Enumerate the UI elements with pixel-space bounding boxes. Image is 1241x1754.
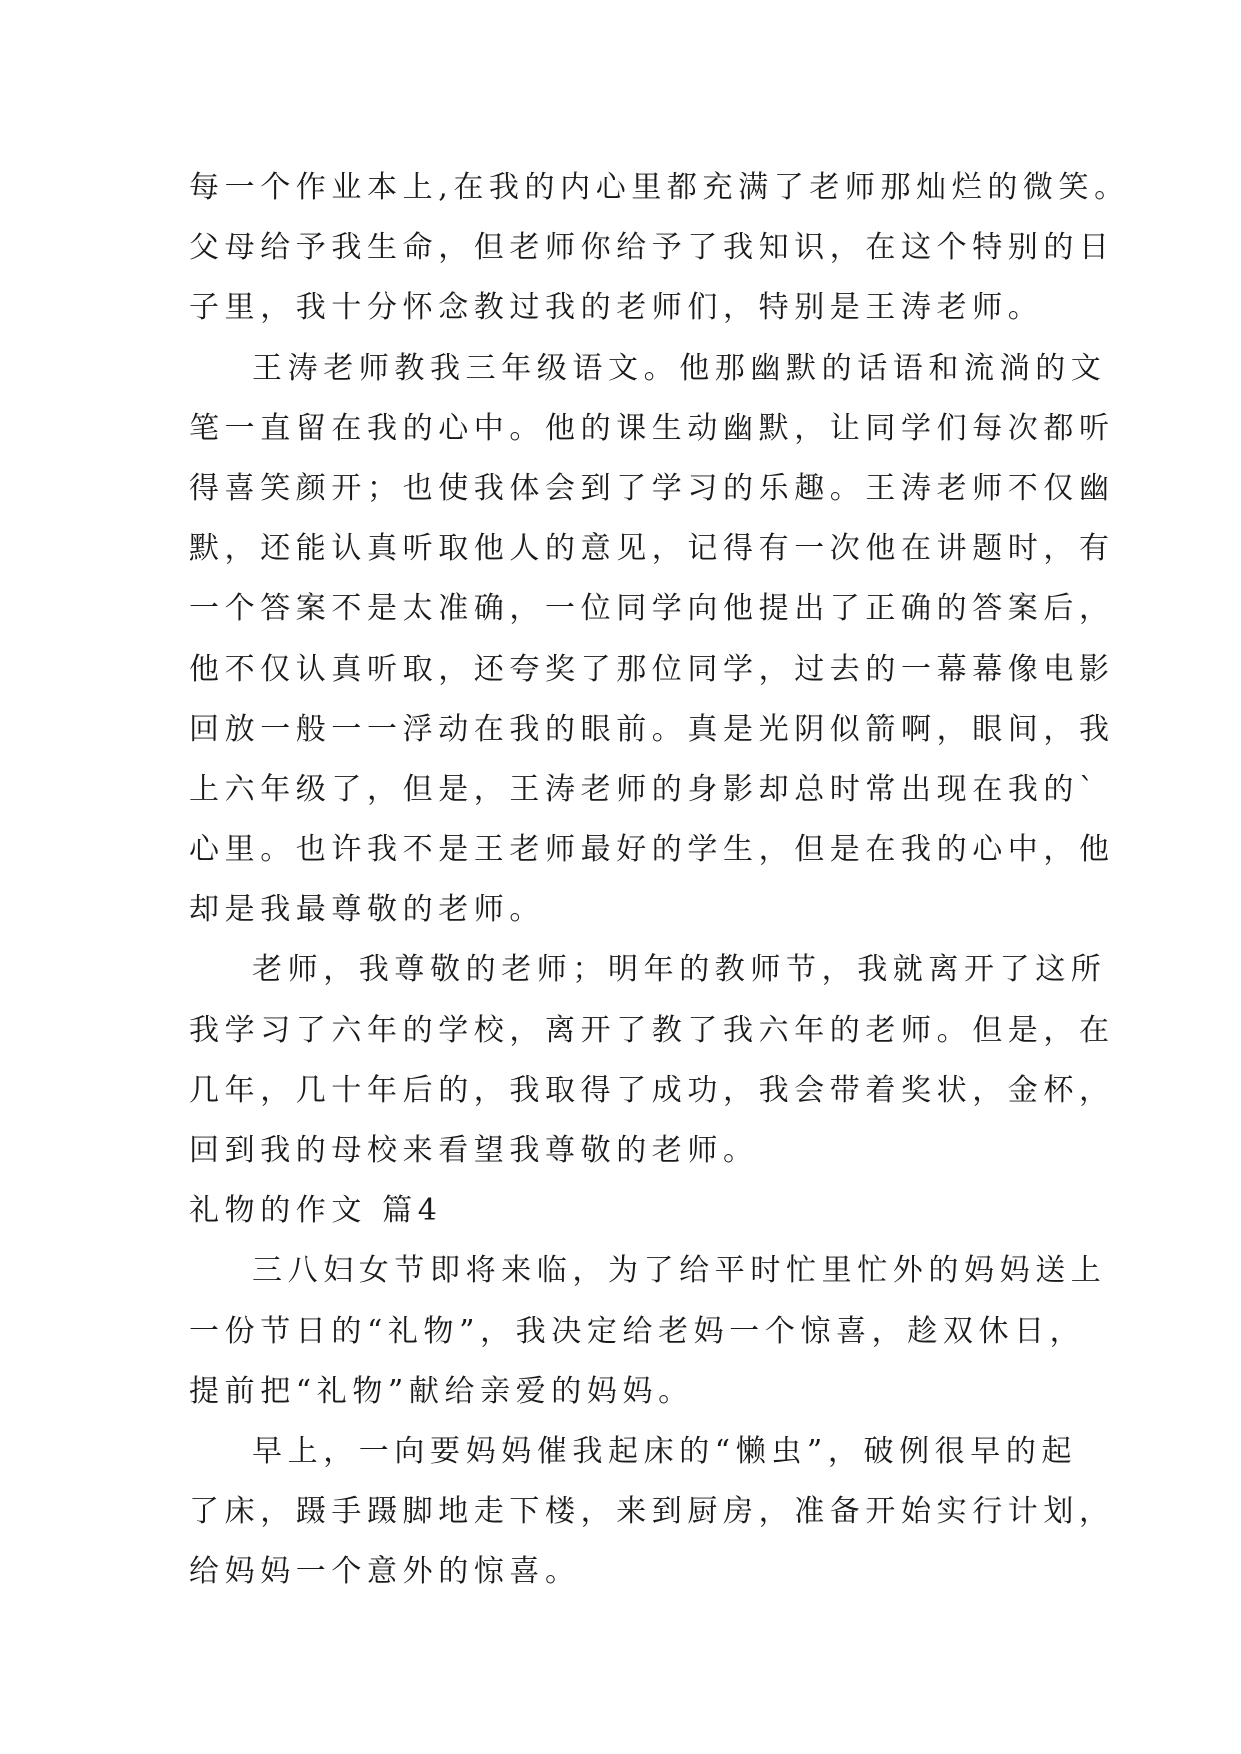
text-line: 上六年级了，但是，王涛老师的身影却总时常出现在我的`	[189, 771, 1100, 807]
document-body	[189, 158, 1130, 1603]
text-line: 王涛老师教我三年级语文。他那幽默的话语和流淌的文	[252, 350, 1107, 386]
text-line: 笔一直留在我的心中。他的课生动幽默，让同学们每次都听	[189, 410, 1115, 446]
text-line: 一个答案不是太准确，一位同学向他提出了正确的答案后，	[189, 591, 1115, 627]
section-heading: 礼物的作文 篇4	[189, 1193, 443, 1229]
text-line: 默，还能认真听取他人的意见，记得有一次他在讲题时，有	[189, 531, 1115, 567]
text-line: 了床，蹑手蹑脚地走下楼，来到厨房，准备开始实行计划，	[189, 1494, 1115, 1530]
text-line: 早上，一向要妈妈催我起床的“懒虫”，破例很早的起	[252, 1433, 1078, 1469]
text-line: 他不仅认真听取，还夸奖了那位同学，过去的一幕幕像电影	[189, 651, 1115, 687]
text-line: 回到我的母校来看望我尊敬的老师。	[189, 1133, 759, 1168]
text-line: 得喜笑颜开；也使我体会到了学习的乐趣。王涛老师不仅幽	[189, 470, 1115, 506]
text-line: 心里。也许我不是王老师最好的学生，但是在我的心中，他	[189, 832, 1115, 868]
text-line: 每一个作业本上,在我的内心里都充满了老师那灿烂的微笑。	[189, 170, 1130, 205]
text-line: 父母给予我生命，但老师你给予了我知识，在这个特别的日	[189, 230, 1115, 266]
text-line: 三八妇女节即将来临，为了给平时忙里忙外的妈妈送上	[252, 1253, 1107, 1289]
text-line: 子里，我十分怀念教过我的老师们，特别是王涛老师。	[189, 290, 1044, 326]
text-line: 一份节日的“礼物”，我决定给老妈一个惊喜，趁双休日，	[189, 1313, 1086, 1349]
text-line: 回放一般一一浮动在我的眼前。真是光阴似箭啊，眼间，我	[189, 711, 1115, 747]
text-line: 却是我最尊敬的老师。	[189, 892, 545, 928]
text-line: 几年，几十年后的，我取得了成功，我会带着奖状，金杯，	[189, 1072, 1115, 1108]
text-line: 我学习了六年的学校，离开了教了我六年的老师。但是，在	[189, 1012, 1115, 1048]
text-line: 给妈妈一个意外的惊喜。	[189, 1554, 581, 1590]
text-line: 提前把“礼物”献给亲爱的妈妈。	[189, 1373, 694, 1409]
text-line: 老师，我尊敬的老师；明年的教师节，我就离开了这所	[252, 952, 1107, 988]
